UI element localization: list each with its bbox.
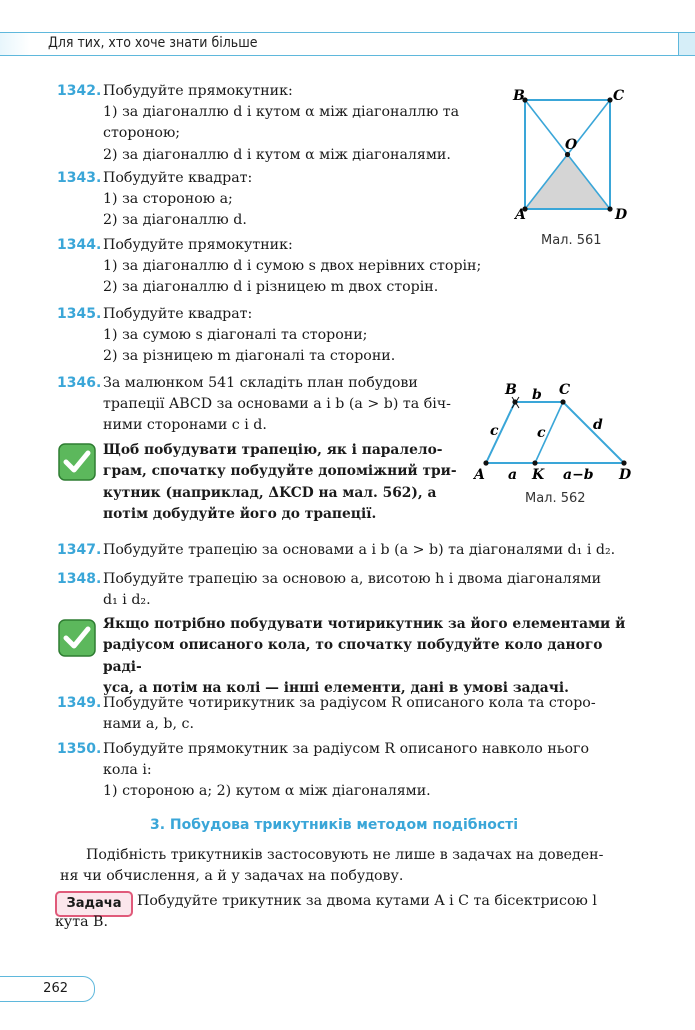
- text-line: Побудуйте прямокутник:: [103, 237, 293, 253]
- hint-box-1: [103, 440, 458, 526]
- vertex-label-C: C: [559, 382, 571, 398]
- hint-box-2: [103, 614, 643, 700]
- text-line: ня чи обчислення, а й у задачах на побудову.: [60, 868, 404, 885]
- figure-562-caption: Мал. 562: [525, 491, 586, 506]
- vertex-label-A: A: [515, 207, 526, 222]
- problem-text-1348: [103, 569, 601, 611]
- checkmark-icon: [58, 443, 96, 481]
- vertex-label-A: A: [474, 467, 485, 483]
- problem-number: 1342.: [57, 83, 102, 99]
- problem-text-1349: [103, 693, 596, 735]
- text-line: Побудуйте прямокутник:: [103, 83, 293, 99]
- problem-text-1345: [103, 304, 395, 368]
- text-line: 1) стороною a; 2) кутом α між діагоналями.: [103, 783, 431, 800]
- problem-text-1347: [103, 540, 615, 561]
- text-line: Подібність трикутників застосовують не лише в задачах на доведен-: [86, 847, 604, 863]
- side-label-a: a: [508, 467, 518, 483]
- text-line: кутник (наприклад, ΔKCD на мал. 562), а: [103, 484, 437, 501]
- side-label-c: c: [490, 423, 499, 439]
- text-line: 2) за діагоналлю d і кутом α між діагоналями.: [103, 146, 451, 163]
- text-line: Побудуйте прямокутник за радіусом R описаного навколо нього: [103, 741, 590, 757]
- problem-number: 1345.: [57, 306, 102, 322]
- text-line: 2) за діагоналлю d і різницею m двох сторін.: [103, 279, 439, 296]
- section-title: 3. Побудова трикутників методом подібності: [150, 817, 519, 833]
- problem-text-1350: [103, 739, 589, 803]
- text-line: грам, спочатку побудуйте допоміжний три-: [103, 463, 457, 480]
- problem-text-1343: [103, 168, 252, 232]
- problem-number: 1348.: [57, 571, 102, 587]
- problem-number: 1347.: [57, 542, 102, 558]
- vertex-label-O: O: [565, 137, 578, 153]
- text-line: уса, а потім на колі — інші елементи, дані в умові задачі.: [103, 680, 569, 697]
- checkmark-icon: [58, 619, 96, 657]
- problem-number: 1349.: [57, 695, 102, 711]
- task-label: Задача: [55, 891, 133, 917]
- problem-number: 1346.: [57, 375, 102, 391]
- task-text-line: Побудуйте трикутник за двома кутами A і C та бісектрисою l: [137, 893, 597, 909]
- paragraph: [60, 845, 638, 887]
- side-label-c: c: [537, 425, 546, 441]
- text-line: трапеції ABCD за основами a і b (a > b) та біч-: [103, 396, 451, 413]
- problem-number: 1343.: [57, 170, 102, 186]
- text-line: потім добудуйте його до трапеції.: [103, 506, 377, 523]
- problem-text-1346: [103, 373, 458, 437]
- text-line: кола і:: [103, 762, 152, 779]
- side-label-a-minus-b: a−b: [563, 467, 594, 483]
- side-label-b: b: [532, 387, 542, 403]
- figure-561-caption: Мал. 561: [541, 233, 602, 248]
- problem-number: 1350.: [57, 741, 102, 757]
- text-line: 2) за різницею m діагоналі та сторони.: [103, 348, 396, 365]
- page-number: [0, 976, 95, 1002]
- vertex-label-K: K: [532, 467, 545, 483]
- vertex-label-B: B: [505, 382, 517, 398]
- side-label-d: d: [593, 417, 603, 433]
- figure-562-trapezoid-diagram: [470, 377, 640, 485]
- text-line: Побудуйте трапецію за основою a, висотою h і двома діагоналями: [103, 571, 602, 587]
- header-accent-right: [678, 33, 695, 55]
- problem-text-1342: [103, 81, 459, 166]
- text-line: 1) за діагоналлю d і сумою s двох нерівних сторін;: [103, 258, 482, 275]
- text-line: d₁ і d₂.: [103, 592, 151, 609]
- task-text-line: кута B.: [55, 914, 108, 930]
- page-number-text: 262: [43, 981, 68, 996]
- vertex-label-B: B: [513, 88, 525, 104]
- problem-number: 1344.: [57, 237, 102, 253]
- text-line: 1) за діагоналлю d і кутом α між діагоналлю та: [103, 104, 460, 121]
- text-line: 1) за сумою s діагоналі та сторони;: [103, 327, 368, 344]
- figure-561-rectangle-diagram: [505, 82, 635, 222]
- text-line: За малюнком 541 складіть план побудови: [103, 375, 418, 391]
- header-accent: [0, 33, 30, 55]
- vertex-label-C: C: [613, 88, 625, 104]
- problem-text-1344: [103, 235, 481, 299]
- text-line: Побудуйте квадрат:: [103, 306, 253, 322]
- text-line: Щоб побудувати трапецію, як і паралело-: [103, 442, 443, 458]
- vertex-label-D: D: [619, 467, 632, 483]
- header-title: Для тих, хто хоче знати більше: [48, 35, 258, 51]
- text-line: нами a, b, c.: [103, 716, 194, 733]
- text-line: Побудуйте чотирикутник за радіусом R описаного кола та сторо-: [103, 695, 596, 711]
- text-line: стороною;: [103, 125, 181, 142]
- text-line: 1) за стороною a;: [103, 191, 233, 208]
- text-line: Побудуйте квадрат:: [103, 170, 253, 186]
- vertex-label-D: D: [615, 207, 628, 222]
- text-line: 2) за діагоналлю d.: [103, 212, 247, 229]
- text-line: Якщо потрібно побудувати чотирикутник за його елементами й: [103, 616, 626, 632]
- text-line: Побудуйте трапецію за основами a і b (a > b) та діагоналями d₁ і d₂.: [103, 542, 616, 558]
- text-line: ними сторонами c і d.: [103, 417, 267, 434]
- text-line: радіусом описаного кола, то спочатку побудуйте коло даного раді-: [103, 637, 603, 675]
